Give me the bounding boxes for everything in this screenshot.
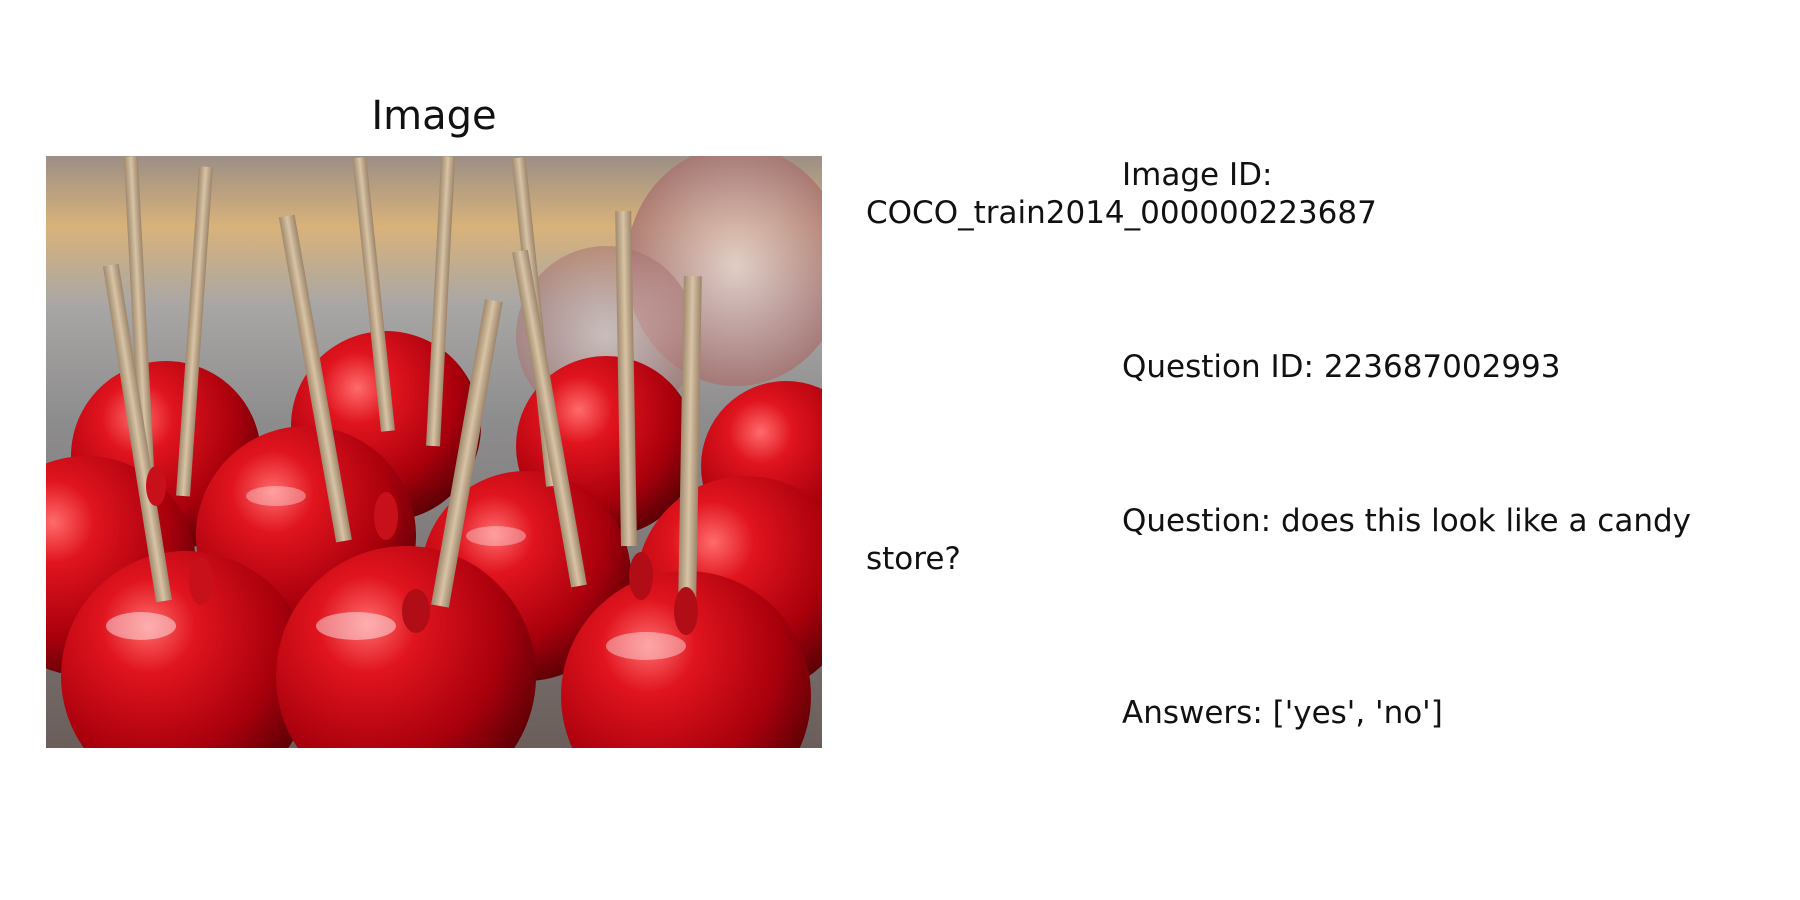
image-panel-title: Image <box>371 93 497 139</box>
image-id-value: COCO_train2014_000000223687 <box>866 195 1377 231</box>
question-text-line2: store? <box>866 541 961 577</box>
candy-apples-photo <box>46 156 822 748</box>
question-info <box>866 80 1766 810</box>
question-block <box>866 502 1766 578</box>
question-text-line1: Question: does this look like a candy <box>1122 503 1692 539</box>
image-id-block <box>866 156 1766 232</box>
answers: Answers: ['yes', 'no'] <box>1122 695 1443 731</box>
answers-block <box>866 694 1766 732</box>
image-id-label: Image ID: <box>1122 157 1273 193</box>
question-id-block <box>866 348 1766 386</box>
question-id: Question ID: 223687002993 <box>1122 349 1561 385</box>
